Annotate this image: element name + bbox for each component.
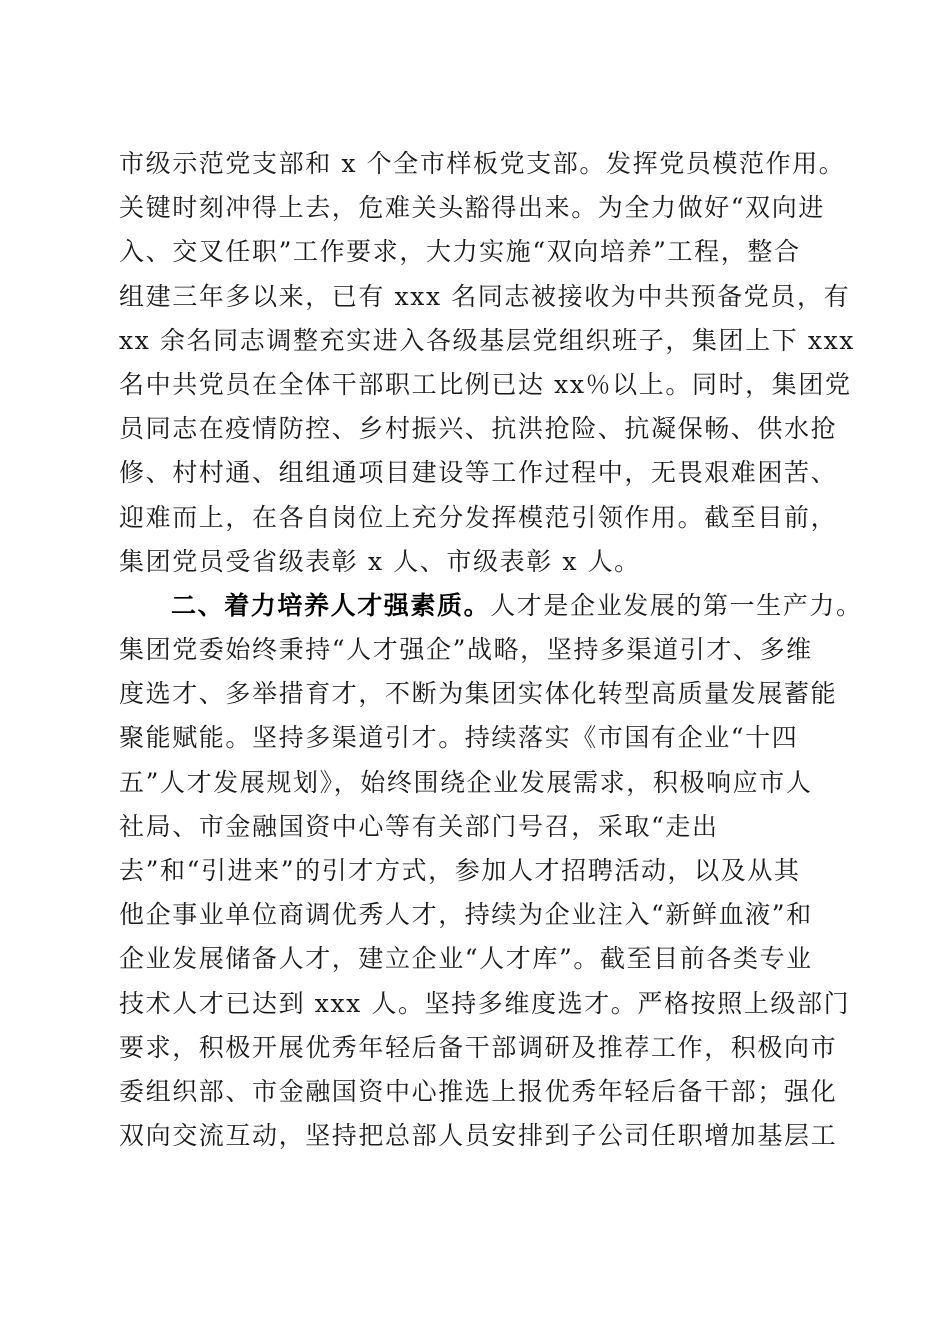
text-line: 企业发展储备人才，建立企业“人才库”。截至目前各类专业 <box>119 944 813 974</box>
text-line: 集团党员受省级表彰 x 人、市级表彰 x 人。 <box>119 546 641 576</box>
section-heading: 二、着力培养人才强素质。 <box>171 590 491 620</box>
text-line: 社局、市金融国资中心等有关部门号召，采取“走出 <box>119 811 719 841</box>
text-line: 迎难而上，在各自岗位上充分发挥模范引领作用。截至目前， <box>119 502 838 532</box>
text-line: 集团党委始终秉持“人才强企”战略，坚持多渠道引才、多维 <box>119 635 813 665</box>
text-line: 名中共党员在全体干部职工比例已达 xx％以上。同时，集团党 <box>119 369 852 399</box>
text-line: 入、交叉任职”工作要求，大力实施“双向培养”工程，整合 <box>119 237 801 267</box>
text-line: 委组织部、市金融国资中心推选上报优秀年轻后备干部；强化 <box>119 1076 838 1106</box>
text-line: 聚能赋能。坚持多渠道引才。持续落实《市国有企业“十四 <box>119 723 799 753</box>
text-line: 组建三年多以来，已有 xxx 名同志被接收为中共预备党员，有 <box>119 281 851 311</box>
text-line: 他企事业单位商调优秀人才，持续为企业注入“新鲜血液”和 <box>119 900 813 930</box>
text-line: 去”和“引进来”的引才方式，参加人才招聘活动，以及从其 <box>119 856 801 885</box>
text-line: xx 余名同志调整充实进入各级基层党组织班子，集团上下 xxx <box>119 325 855 355</box>
section-first-line <box>119 584 863 628</box>
text-line: 技术人才已达到 xxx 人。坚持多维度选才。严格按照上级部门 <box>119 988 851 1018</box>
text-line: 修、村村通、组组通项目建设等工作过程中，无畏艰难困苦、 <box>119 458 838 488</box>
text-line: 市级示范党支部和 x 个全市样板党支部。发挥党员模范作用。 <box>119 149 846 178</box>
text-line: 度选才、多举措育才，不断为集团实体化转型高质量发展蓄能 <box>119 679 838 709</box>
text-line: 五”人才发展规划》，始终围绕企业发展需求，积极响应市人 <box>119 767 813 797</box>
text-line: 关键时刻冲得上去，危难关头豁得出来。为全力做好“双向进 <box>119 193 825 223</box>
section-lead: 人才是企业发展的第一生产力。 <box>490 590 863 620</box>
text-line: 要求，积极开展优秀年轻后备干部调研及推荐工作，积极向市 <box>119 1032 838 1062</box>
text-line: 员同志在疫情防控、乡村振兴、抗洪抢险、抗凝保畅、供水抢 <box>119 414 838 444</box>
text-line: 双向交流互动，坚持把总部人员安排到子公司任职增加基层工 <box>119 1121 838 1151</box>
document-body <box>119 142 863 1158</box>
